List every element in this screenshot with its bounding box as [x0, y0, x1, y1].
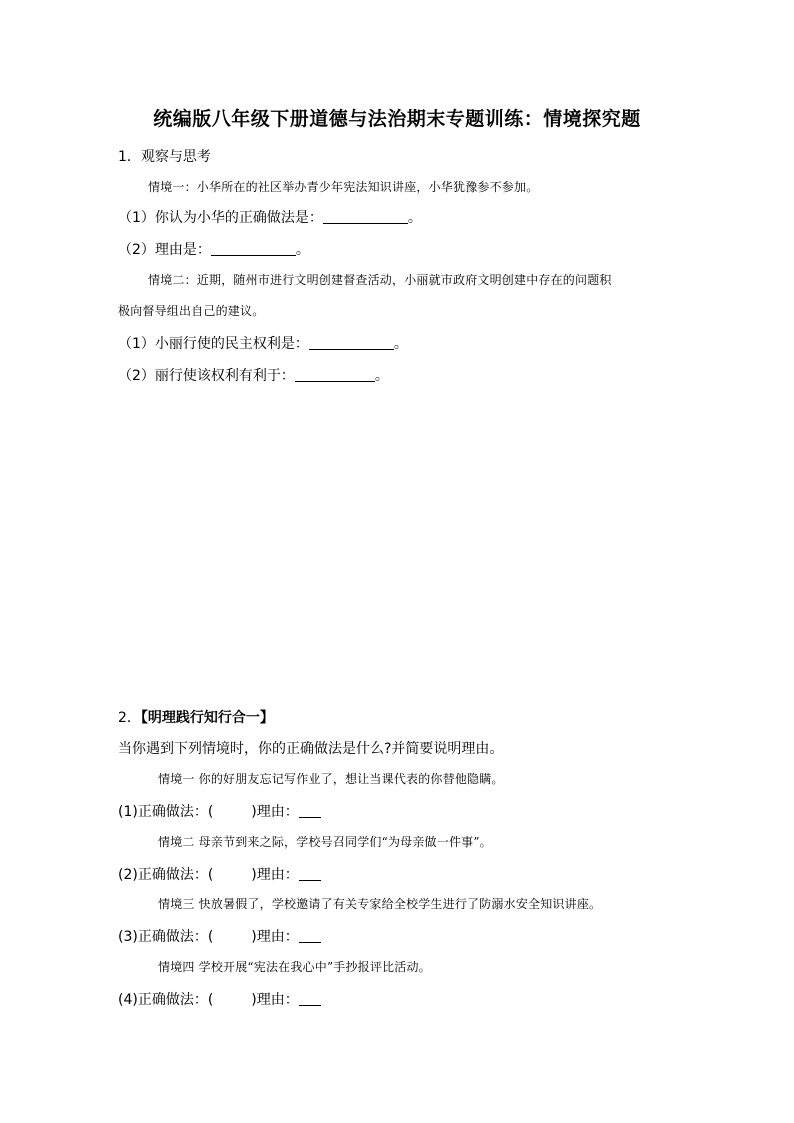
reason-label: )理由： [251, 992, 299, 1008]
q2-number: 2． [118, 710, 141, 726]
q1-item-4 [118, 365, 389, 385]
q1-item-2 [118, 239, 310, 259]
q2-title: 【明理践行知行合一】 [140, 710, 274, 726]
answer-blank[interactable] [211, 241, 296, 256]
answer-label: (3)正确做法：( [118, 929, 214, 945]
q1-item-2-text: （2）理由是： [118, 242, 211, 258]
document-title: 统编版八年级下册道德与法治期末专题训练：情境探究题 [153, 108, 641, 130]
q1-item-3-end: 。 [393, 336, 408, 352]
answer-blank[interactable] [295, 367, 375, 382]
q2-scenario-1: 情境一 你的好朋友忘记写作业了，想让当课代表的你替他隐瞒。 [158, 772, 504, 786]
reason-blank[interactable] [299, 866, 321, 881]
answer-blank[interactable] [323, 209, 408, 224]
reason-blank[interactable] [299, 991, 321, 1006]
q2-answer-2 [118, 864, 321, 884]
reason-blank[interactable] [299, 803, 321, 818]
q2-answer-4 [118, 989, 321, 1009]
q2-scenario-2: 情境二 母亲节到来之际，学校号召同学们“为母亲做一件事”。 [158, 835, 492, 849]
q1-item-1-text: （1）你认为小华的正确做法是： [118, 210, 323, 226]
q1-heading: 1．观察与思考 [118, 149, 211, 165]
reason-label: )理由： [251, 867, 299, 883]
q2-answer-3 [118, 926, 321, 946]
answer-label: (1)正确做法：( [118, 804, 214, 820]
q2-scenario-3: 情境三 快放暑假了，学校邀请了有关专家给全校学生进行了防溺水安全知识讲座。 [158, 897, 602, 911]
q1-item-1 [118, 207, 422, 227]
q2-answer-1 [118, 801, 321, 821]
q1-item-4-end: 。 [374, 368, 389, 384]
answer-label: (4)正确做法：( [118, 992, 214, 1008]
q1-scenario-1: 情境一：小华所在的社区举办青少年宪法知识讲座，小华犹豫参不参加。 [148, 180, 539, 194]
q1-item-3 [118, 333, 408, 353]
answer-blank[interactable] [309, 335, 394, 350]
q1-item-4-text: （2）丽行使该权利有利于： [118, 368, 295, 384]
q1-scenario-2-line-2: 极向督导组出自己的建议。 [118, 304, 265, 318]
q1-item-1-end: 。 [407, 210, 422, 226]
q2-heading [118, 707, 274, 727]
answer-label: (2)正确做法：( [118, 867, 214, 883]
reason-label: )理由： [251, 929, 299, 945]
q2-scenario-4: 情境四 学校开展“宪法在我心中”手抄报评比活动。 [158, 960, 431, 974]
reason-blank[interactable] [299, 928, 321, 943]
q1-scenario-2-line-1: 情境二：近期，随州市进行文明创建督查活动，小丽就市政府文明创建中存在的问题积 [148, 273, 612, 287]
q1-item-2-end: 。 [295, 242, 310, 258]
reason-label: )理由： [251, 804, 299, 820]
q2-prompt: 当你遇到下列情境时，你的正确做法是什么?并简要说明理由。 [118, 741, 504, 757]
q1-item-3-text: （1）小丽行使的民主权利是： [118, 336, 309, 352]
